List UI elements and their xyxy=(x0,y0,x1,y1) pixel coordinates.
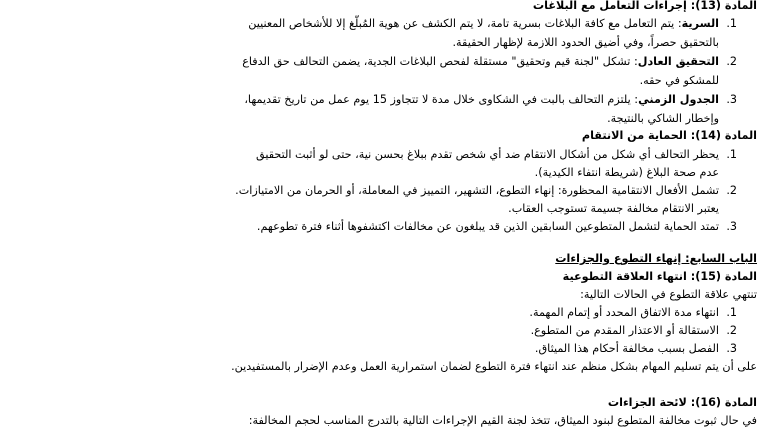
article-14-heading: المادة (14): الحماية من الانتقام xyxy=(581,129,757,142)
item-term: التحقيق العادل xyxy=(637,55,719,68)
article-14-item-2-continued: يعتبر الانتقام مخالفة جسيمة تستوجب العقاب. xyxy=(508,202,719,215)
item-term: السرية xyxy=(681,17,719,30)
article-13-item-2-continued: للمشكو في حقه. xyxy=(639,74,719,87)
article-16-intro: في حال ثبوت مخالفة المتطوع لبنود الميثاق، تتخذ لجنة القيم الإجراءات التالية بالتدرج المناسب لحجم المخالفة: xyxy=(248,414,757,427)
article-15-intro: تنتهي علاقة التطوع في الحالات التالية: xyxy=(580,288,757,301)
article-14-item-3: 3.تمتد الحماية لتشمل المتطوعين السابقين الذين قد يبلغون عن مخالفات اكتشفوها أثناء فترة تطوعهم. xyxy=(256,220,737,233)
article-15-heading: المادة (15): انتهاء العلاقة التطوعية xyxy=(562,270,757,283)
article-14-item-2: 2.تشمل الأفعال الانتقامية المحظورة: إنهاء التطوع، التشهير، التمييز في المعاملة، أو الحرمان من الامتيازات. xyxy=(235,184,737,197)
article-14-item-1-continued: عدم صحة البلاغ (شريطة انتفاء الكيدية). xyxy=(534,166,719,179)
article-15-item-2: 2.الاستقالة أو الاعتذار المقدم من المتطوع. xyxy=(530,324,737,337)
article-15-note: على أن يتم تسليم المهام بشكل منظم عند انتهاء فترة التطوع لضمان استمرارية العمل وعدم الإضرار بالمستفيدين. xyxy=(231,360,757,373)
item-term: الجدول الزمني xyxy=(638,93,719,106)
article-13-item-1-continued: بالتحقيق حصراً، وفي أضيق الحدود اللازمة لإظهار الحقيقة. xyxy=(452,36,719,49)
article-13-item-3: 3.الجدول الزمني: يلتزم التحالف بالبت في الشكاوى خلال مدة لا تتجاوز 15 يوم عمل من تاريخ تقديمها، xyxy=(244,93,737,106)
article-13-item-2: 2.التحقيق العادل: تشكل "لجنة قيم وتحقيق" مستقلة لفحص البلاغات الجدية، يضمن التحالف حق الدفاع xyxy=(242,55,737,68)
article-14-item-1: 1.يحظر التحالف أي شكل من أشكال الانتقام ضد أي شخص تقدم ببلاغ بحسن نية، حتى لو أثبت التحقيق xyxy=(256,148,737,161)
article-13-item-1: 1.السرية: يتم التعامل مع كافة البلاغات بسرية تامة، لا يتم الكشف عن هوية المُبلّغ إلا للأشخاص المعنيين xyxy=(248,17,737,30)
article-15-item-1: 1.انتهاء مدة الاتفاق المحدد أو إتمام المهمة. xyxy=(529,306,737,319)
article-15-item-3: 3.الفصل بسبب مخالفة أحكام هذا الميثاق. xyxy=(534,342,737,355)
article-13-heading: المادة (13): إجراءات التعامل مع البلاغات xyxy=(532,0,757,12)
article-13-item-3-continued: وإخطار الشاكي بالنتيجة. xyxy=(607,112,719,125)
chapter-7-heading: الباب السابع: إنهاء التطوع والجزاءات xyxy=(555,252,757,265)
article-16-heading: المادة (16): لائحة الجزاءات xyxy=(607,396,757,409)
